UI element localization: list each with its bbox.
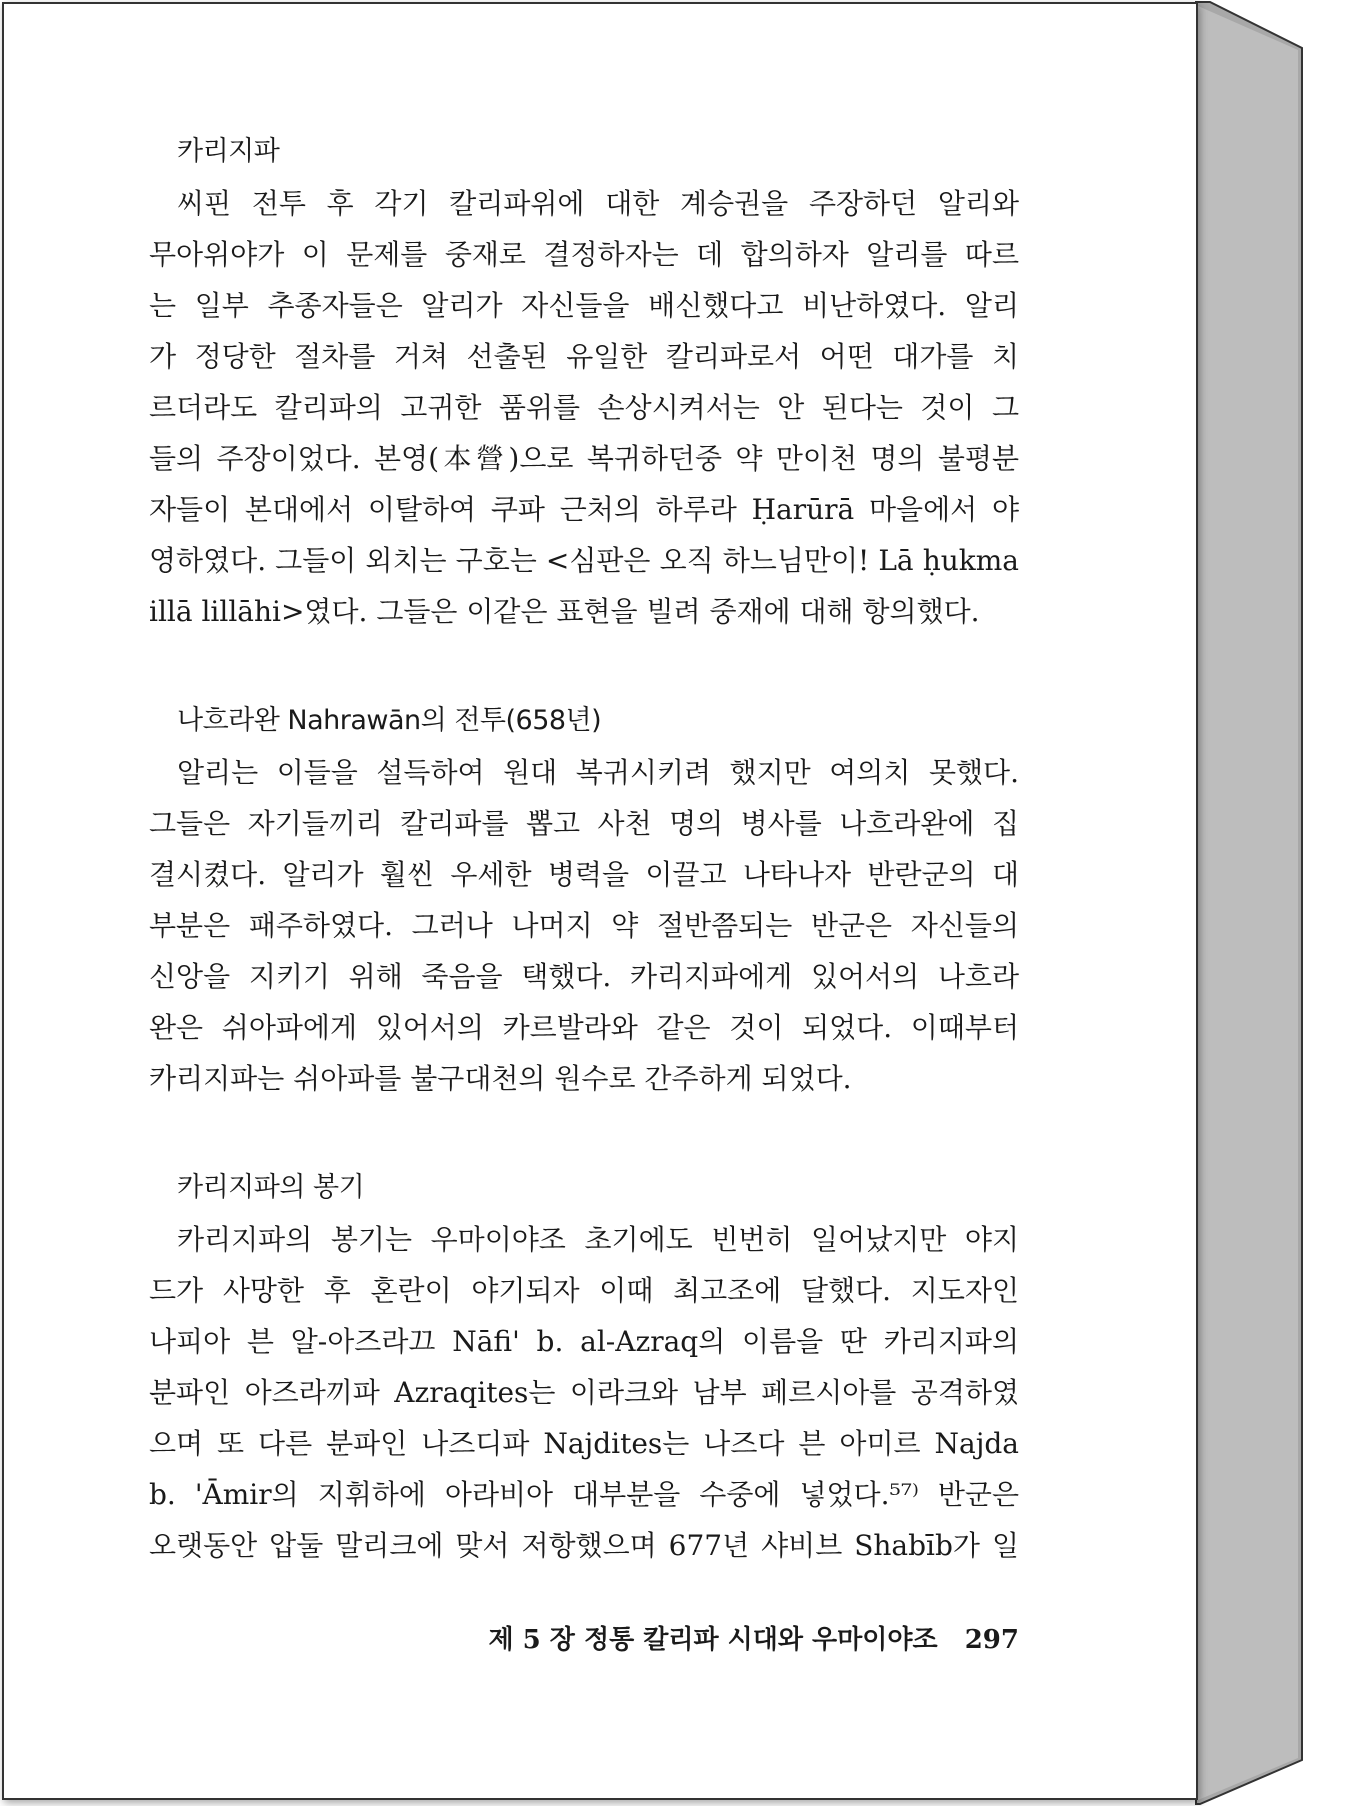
text-line: 자들이 본대에서 이탈하여 쿠파 근처의 하루라 Ḥarūrā 마을에서 야: [149, 493, 1019, 526]
text-line: 드가 사망한 후 혼란이 야기되자 이때 최고조에 달했다. 지도자인: [149, 1274, 1019, 1307]
text-line: 는 일부 추종자들은 알리가 자신들을 배신했다고 비난하였다. 알리: [149, 289, 1019, 322]
paragraph: [149, 747, 1019, 1104]
text-line: 나피아 븐 알-아즈라끄 Nāfi' b. al-Azraq의 이름을 딴 카리지파의: [149, 1325, 1019, 1358]
text-line: 가 정당한 절차를 거쳐 선출된 유일한 칼리파로서 어떤 대가를 치: [149, 340, 1019, 373]
text-line: 분파인 아즈라끼파 Azraqites는 이라크와 남부 페르시아를 공격하였: [149, 1376, 1019, 1409]
section-nahrawan: [149, 701, 1019, 1104]
text-line: 씨핀 전투 후 각기 칼리파위에 대한 계승권을 주장하던 알리와: [177, 187, 1019, 220]
page-content: [149, 132, 1019, 1635]
text-line: 무아위야가 이 문제를 중재로 결정하자는 데 합의하자 알리를 따르: [149, 238, 1019, 271]
page-number: 297: [964, 1625, 1019, 1655]
text-line: 카리지파의 봉기는 우마이야조 초기에도 빈번히 일어났지만 야지: [177, 1223, 1019, 1256]
section-uprising: [149, 1168, 1019, 1571]
section-heading: 카리지파: [177, 136, 280, 167]
page-footer: [484, 1619, 1019, 1656]
text-line: 부분은 패주하였다. 그러나 나머지 약 절반쯤되는 반군은 자신들의: [149, 909, 1019, 942]
text-line: 그들은 자기들끼리 칼리파를 뽑고 사천 명의 병사를 나흐라완에 집: [149, 807, 1019, 840]
text-line: 알리는 이들을 설득하여 원대 복귀시키려 했지만 여의치 못했다.: [177, 756, 1019, 789]
running-head-chapter: 제 5 장 정통 칼리파 시대와 우마이야조: [488, 1625, 938, 1655]
text-line: 으며 또 다른 분파인 나즈디파 Najdites는 나즈다 븐 아미르 Najda: [149, 1427, 1019, 1460]
text-line: 신앙을 지키기 위해 죽음을 택했다. 카리지파에게 있어서의 나흐라: [149, 960, 1019, 993]
text-line: 오랫동안 압둘 말리크에 맞서 저항했으며 677년 샤비브 Shabīb가 일: [149, 1529, 1019, 1562]
paragraph: [149, 178, 1019, 637]
text-line: 르더라도 칼리파의 고귀한 품위를 손상시켜서는 안 된다는 것이 그: [149, 391, 1019, 424]
text-line: 영하였다. 그들이 외치는 구호는 <심판은 오직 하느님만이! Lā ḥukma: [149, 544, 1019, 577]
book-page: [2, 2, 1198, 1800]
text-line: b. 'Āmir의 지휘하에 아라비아 대부분을 수중에 넣었다.⁵⁷⁾ 반군은: [149, 1478, 1019, 1511]
text-line: 결시켰다. 알리가 훨씬 우세한 병력을 이끌고 나타나자 반란군의 대: [149, 858, 1019, 891]
text-line: 완은 쉬아파에게 있어서의 카르발라와 같은 것이 되었다. 이때부터: [149, 1011, 1019, 1044]
section-kharijites: [149, 132, 1019, 637]
text-line: illā lillāhi>였다. 그들은 이같은 표현을 빌려 중재에 대해 항의했다.: [149, 595, 980, 628]
section-heading: 카리지파의 봉기: [177, 1172, 365, 1203]
text-line: 들의 주장이었다. 본영(本營)으로 복귀하던중 약 만이천 명의 불평분: [149, 442, 1019, 475]
text-line: 카리지파는 쉬아파를 불구대천의 원수로 간주하게 되었다.: [149, 1062, 852, 1095]
section-heading: 나흐라완 Nahrawān의 전투(658년): [177, 705, 602, 736]
paragraph: [149, 1214, 1019, 1571]
